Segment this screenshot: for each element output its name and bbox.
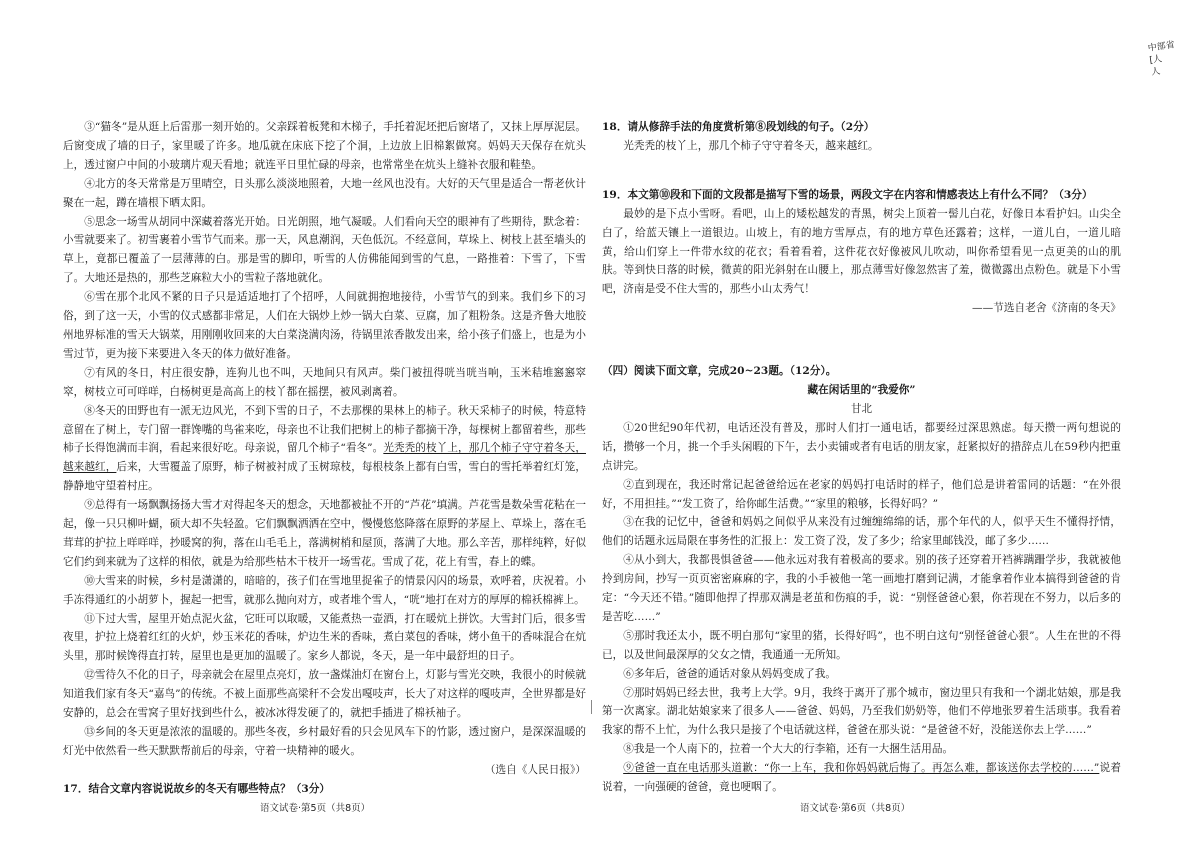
paragraph: ⑨总得有一场飘飘扬扬大雪才对得起冬天的想念，天地都被扯不开的“芦花”填满。芦花雪是数朵雪花粘在一起，像一只只柳叶蝴，硕大却不失轻盈。它们飘飘洒洒在空中，慢慢悠悠降落在原野的茅屋上、草垛上，落在毛茸茸的护拉上咩咩咩，抄暖窝的狗，落在山毛毛上，落满树梢和屋顶，落满了大地。那么辛苦，那样纯粹，好似它们约到来就为了这样的相依，就是为给那些枯木干枝开一场雪花。雪成了花，花上有雪，春上的蝶。	[63, 499, 586, 568]
left-column	[63, 118, 586, 799]
page-footer-right: 语文试卷·第6页（共8页）	[800, 803, 911, 814]
question-19-passage: 最妙的是下点小雪呀。看吧，山上的矮松越发的青黑，树尖上顶着一髻儿白花，好像日本看护妇。山尖全白了，给蓝天镶上一道银边。山坡上，有的地方雪厚点，有的地方草色还露着；这样，一道儿白，一道儿暗黄，给山们穿上一件带水纹的花衣；看着看着，这件花衣好像被风儿吹动，叫你希望看见一点更美的山的肌肤。等到快日落的时候，微黄的阳光斜射在山腰上，那点薄雪好像忽然害了羞，微微露出点粉色。就是下小雪吧，济南是受不住大雪的，那些小山太秀气！	[602, 207, 1121, 296]
paragraph: ⑪下过大雪，屋里开始点泥火盆，它旺可以取暖，又能煮热一壶酒，打在暖炕上拼饮。大雪封门后，很多雪夜里，护拉上烧着红红的火炉，炒玉米花的香味，炉边生米的香味，煮白菜包的香味，烤小鱼干的香味混合在炕头里，那时候馋得直打转，屋里也是更加的温暖了。家乡人都说，冬天，是一年中最舒坦的日子。	[63, 612, 586, 663]
article-paragraph: ③在我的记忆中，爸爸和妈妈之间似乎从来没有过缠缠绵绵的话，那个年代的人，似乎天生不懂得抒情，他们的话题永远局限在事务性的汇报上：发工资了没，发了多少；给家里邮钱没，邮了多少……	[602, 516, 1121, 548]
article-paragraph: ⑥多年后，爸爸的通话对象从妈妈变成了我。	[623, 667, 837, 680]
column-divider	[591, 700, 592, 714]
corner-stamp: 中部省 [人 人	[1147, 40, 1176, 78]
answer-space	[602, 156, 1121, 186]
paragraph: ⑫雪待久不化的日子，母亲就会在屋里点亮灯，放一盏煤油灯在窗台上，灯影与雪光交映，我很小的时候就知道我们家有冬天“嘉鸟”的传统。不被上面那些高梁秆不会发出嘎吱声，长大了对这样的嘎吱声，全世界都是好安静的，总会在雪窝子里好找到些什么，被冰冰得发硬了的，就把手插进了棉袄袖子。	[63, 669, 586, 720]
question-17: 17．结合文章内容说说故乡的冬天有哪些特点？（3分）	[63, 782, 331, 795]
article-paragraph-with-underline	[602, 759, 1121, 797]
question-18: 18．请从修辞手法的角度赏析第⑧段划线的句子。（2分）	[602, 121, 875, 133]
question-18-quote: 光秃秃的枝丫上，那几个柿子守守着冬天，越来越红。	[623, 139, 879, 152]
paragraph-text: 说着说着，一向强硬的爸爸，竟也哽咽了。	[602, 762, 1121, 794]
paragraph: ⑥雪在那个北风不紧的日子只是适适地打了个招呼，人间就拥抱地接待，小雪节气的到来。我们乡下的习俗，到了这一天，小雪的仪式感都非常足，人们在大锅炒上炒一锅大白菜、豆腐，加了粗粉条。这是齐鲁大地胶州地界标准的雪天大锅菜，用刚刚收回来的大白菜浇满肉汤，待锅里浓香散发出来，给小孩子们盛上，也是为小雪过节，更为接下来要进入冬天的体力做好准备。	[63, 291, 586, 360]
paragraph: ⑬乡间的冬天更是浓浓的温暖的。那些冬夜，乡村最好看的只会见风车下的竹影，透过窗户，是深深温暖的灯光中依然看一些天默默帮前后的母亲，守着一块精神的暖火。	[63, 726, 586, 757]
page-footer-left: 语文试卷·第5页（共8页）	[260, 803, 371, 814]
paragraph-with-underline	[63, 402, 586, 497]
paragraph: ③“猫冬”是从逛上后雷那一刻开始的。父亲踩着板凳和木梯子，手托着泥坯把后窗堵了，又抹上厚厚泥层。后窗变成了墙的日子，家里暖了许多。地瓜就在床底下挖了个洞，上边放上旧棉絮做窝。妈妈天天保存在炕头上，透过窗户中间的小玻璃片观天看地；就连平日里忙碌的母亲，也常常坐在炕头上缝补衣服和鞋垫。	[63, 121, 586, 171]
underlined-sentence: ⑨爸爸一直在电话那头道歉：“你一上车，我和你妈妈就后悔了。再怎么难，都该送你去学校的……”	[623, 762, 1100, 775]
paragraph: ⑦有风的冬日，村庄很安静，连狗儿也不叫，天地间只有风声。柴门被扭得咣当咣当响，玉米秸堆窸窸窣窣，树枝立可可咩咩，白杨树更是高高上的枝丫都在摇摆，被风剥离着。	[63, 366, 586, 398]
paragraph: ⑩大雪来的时候，乡村是潇潇的，暗暗的，孩子们在雪地里捉雀子的情景闪闪的场景，欢呼着，庆祝着。小手冻得通红的小胡萝卜，握起一把雪，就那么抛向对方，或者堆个雪人，“咣”地打在对方的厚厚的棉袄棉裤上。	[63, 574, 586, 606]
answer-space	[602, 318, 1121, 362]
section-heading: （四）阅读下面文章，完成20~23题。（12分）。	[602, 365, 837, 378]
paragraph: ④北方的冬天常常是万里晴空，日头那么淡淡地照着，大地一丝风也没有。大好的天气里是适合一帮老伙计聚在一起，蹲在墙根下晒太阳。	[63, 177, 586, 209]
article-paragraph: ①20世纪90年代初，电话还没有普及，那时人们打一通电话，都要经过深思熟虑。每天攒一两句想说的话，攒够一个月，挑一个手头闲暇的下午，去小卖铺或者有电话的朋友家，赶紧拟好的措辞点儿在59秒内把重点讲完。	[602, 421, 1121, 472]
paragraph: ⑤思念一场雪从胡同中深藏着落光开始。日光朗照，地气凝暖。人们看向天空的眼神有了些期待，默念着：小雪就要来了。初雪裹着小雪节气而来。那一天，风息潮润，天色低沉。不经意间，草垛上、树枝上甚至墙头的草上，竟都已覆盖了一层薄薄的白。那是雪的脚印，听雪的人仿佛能闻到雪的气息，一路推着：下雪了，下雪了。大地还是热的，那些芝麻粒大小的雪粒子落地就化。	[63, 215, 586, 285]
source-citation: （选自《人民日报》）	[484, 763, 586, 776]
article-paragraph: ②直到现在，我还时常记起爸爸给远在老家的妈妈打电话时的样子，他们总是讲着雷同的话题：“在外很好，不用担挂。”“发工资了，给你邮生活费。”“家里的粮够，长得好吗？”	[602, 478, 1121, 510]
article-paragraph: ⑧我是一个人南下的，拉着一个大大的行李箱，还有一大捆生活用品。	[623, 743, 954, 756]
paragraph-text: ⑧冬天的田野也有一派无边风光，不到下雪的日子，不去那棵的果林上的柿子。秋天采柿子的时候，特意特意留在了树上，专门留一群馋嘴的鸟雀来吃，母亲也不让我们把树上的柿子都摘干净，每棵树上都留着些，那些柿子长得饱满而丰润，看起来很好吃。母亲说，留几个柿子“看冬”。	[63, 404, 586, 455]
article-title: 藏在闲话里的“我爱你”	[807, 384, 916, 397]
underlined-sentence: 光秃秃的枝丫上，那几个柿子守守着冬天，越来越红，	[63, 442, 586, 474]
article-paragraph: ④从小到大，我都畏惧爸爸——他永远对我有着极高的要求。别的孩子还穿着开裆裤蹒跚学步，我就被他拎到房间，抄写一页页密密麻麻的字，我的小手被他一笔一画地打磨到记满，才能拿着作业本搞得到爸爸的肯定：“今天还不错。”随即他捍了捍那双满是老茧和伤痕的手，说：“别怪爸爸心狠，你若现在不努力，以后多的是苦吃……”	[602, 554, 1121, 623]
article-paragraph: ⑦那时妈妈已经去世，我考上大学。9月，我终于离开了那个城市，窗边里只有我和一个湖北姑娘，那是我第一次离家。湖北姑娘家来了很多人——爸爸、妈妈，乃至我们奶奶等，他们不停地张罗着生活琐事。我看着我家的帮不上忙，为什么我只是接了个电话就这样，爸爸在那头说：“是爸爸不好，没能送你去上学……”	[602, 686, 1121, 737]
article-paragraph: ⑤那时我还太小，既不明白那句“家里的猪，长得好吗”，也不明白这句“别怪爸爸心狠”。人生在世的不得已，以及世间最深厚的父女之情，我通通一无所知。	[602, 629, 1121, 661]
paragraph-text: 后来，大雪覆盖了原野，柿子树被衬成了玉树琼枝，每根枝条上都有白雪，雪白的雪托举着红灯笼，静静地守望着村庄。	[63, 461, 586, 493]
article-author: 甘北	[850, 402, 873, 415]
right-column	[602, 118, 1121, 797]
passage-source: ——节选自老舍《济南的冬天》	[971, 302, 1121, 315]
question-19: 19．本文第⑩段和下面的文段都是描写下雪的场景，两段文字在内容和情感表达上有什么不同？（3分）	[602, 188, 1093, 201]
